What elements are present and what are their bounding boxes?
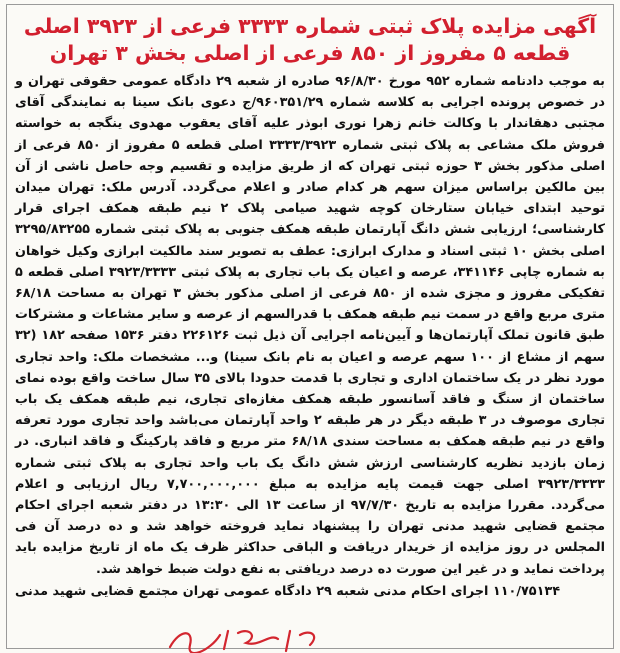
notice-title <box>19 13 601 67</box>
title-line-1: آگهی مزایده پلاک ثبتی شماره ۳۳۳۳ فرعی از ۳۹۲۳ اصلی <box>23 14 597 38</box>
handwritten-signature <box>150 625 350 653</box>
notice-footer: ۱۱۰/۷۵۱۳۴ اجرای احکام مدنی شعبه ۲۹ دادگاه عمومی تهران مجتمع قضایی شهید مدنی <box>15 583 561 599</box>
notice-frame <box>6 4 614 649</box>
title-line-2: قطعه ۵ مفروز از ۸۵۰ فرعی از اصلی بخش ۳ تهران <box>49 41 571 65</box>
notice-body: به موجب دادنامه شماره ۹۵۲ مورخ ۹۶/۸/۳۰ صادره از شعبه ۲۹ دادگاه عمومی حقوقی تهران و در خصوص پرونده اجرایی به کلاسه شماره ۹۶۰۳۵۱/۲۹/ج دعوی بانک سینا به نمایندگی آقای مجتبی دهقاندار با وکالت خانم زهرا نوری ابوذر علیه آقای یعقوب مهدوی ینگجه به خواسته فروش ملک مشاعی به پلاک ثبتی شماره ۳۳۳۳/۳۹۲۳ اصلی قطعه ۵ مفروز از ۸۵۰ فرعی از اصلی مذکور بخش ۳ حوزه ثبتی تهران که از طریق مزایده و تقسیم وجه حاصل ناشی از آن بین مالکین براساس میزان سهم هر کدام صادر و اعلام می‌گردد. آدرس ملک: تهران میدان توحید ابتدای خیابان ستارخان کوچه شهید صیامی پلاک ۲ نیم طبقه همکف اجرای قرار کارشناسی؛ ارزیابی شش دانگ آپارتمان طبقه همکف جنوبی به پلاک ثبتی شماره ۳۲۹۵/۸۳۲۵۵ اصلی بخش ۱۰ ثبتی اسناد و مدارک ابرازی: عطف به تصویر سند مالکیت ابرازی وکیل خواهان به شماره چاپی ۳۴۱۱۴۶، عرصه و اعیان یک باب تجاری به پلاک ثبتی ۳۹۲۳/۳۳۳۳ اصلی قطعه ۵ تفکیکی مفروز و مجزی شده از ۸۵۰ فرعی از اصلی مذکور بخش ۳ تهران به مساحت ۶۸/۱۸ متری مربع واقع در سمت نیم طبقه همکف با قدرالسهم از عرصه و سایر مشاعات و مشترکات طبق قانون تملک آپارتمان‌ها و آیین‌نامه اجرایی آن ذیل ثبت ۲۲۶۱۲۶ دفتر ۱۵۳۶ صفحه ۱۸۲ (۳۲ سهم از مشاع از ۱۰۰ سهم عرصه و اعیان به نام بانک سینا) و... مشخصات ملک: واحد تجاری مورد نظر در یک ساختمان اداری و تجاری با قدمت حدودا بالای ۳۵ سال ساخت واقع بوده نمای ساختمان از سنگ و فاقد آسانسور طبقه همکف مغازه‌ای تجاری، نیم طبقه همکف یک باب تجاری موصوف در ۳ طبقه دیگر در هر طبقه ۲ واحد آپارتمان می‌باشد واحد تجاری مورد تعرفه واقع در نیم طبقه همکف به مساحت سندی ۶۸/۱۸ متر مربع و فاقد پارکینگ و فاقد انباری. در زمان بازدید نظریه کارشناسی ارزش شش دانگ یک باب واحد تجاری به پلاک ثبتی شماره ۳۹۲۳/۳۳۳۳ اصلی جهت قیمت پایه مزایده به مبلغ ۷,۷۰۰,۰۰۰,۰۰۰ ریال ارزیابی و اعلام می‌گردد. مقررا مزایده به تاریخ ۹۷/۷/۳۰ از ساعت ۱۳ الی ۱۳:۳۰ در دفتر شعبه اجرای احکام مجتمع قضایی شهید مدنی تهران را پیشنهاد نماید فروخته خواهد شد و ده درصد آن فی المجلس در روز مزایده از خریدار دریافت و الباقی حداکثر ظرف یک ماه از تاریخ مزایده باید پرداخت نماید و در غیر این صورت ده درصد دریافتی به نفع دولت ضبط خواهد شد. <box>15 74 606 577</box>
